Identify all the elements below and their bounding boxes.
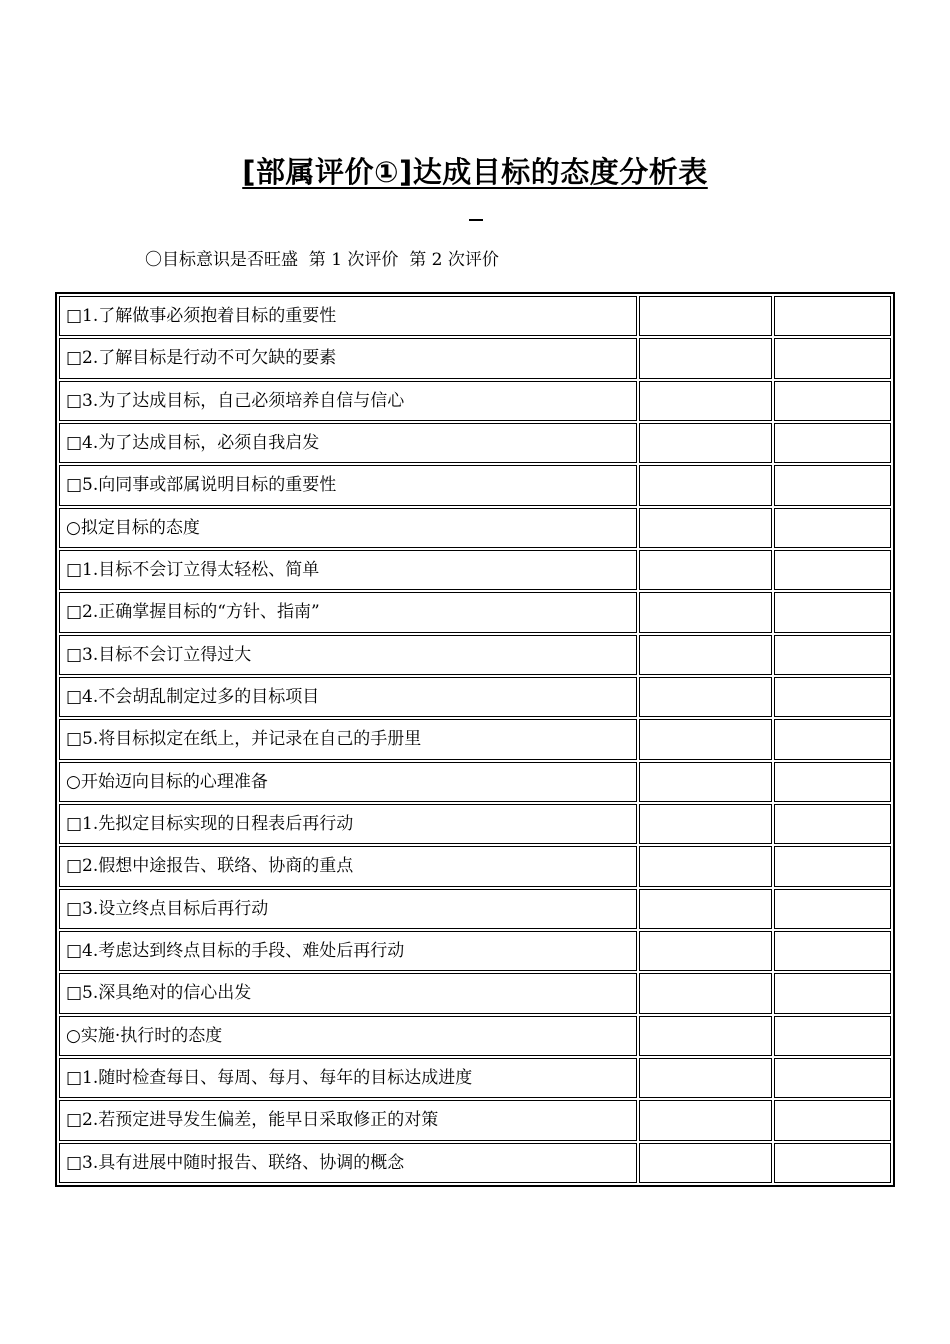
item-text-cell: □5.将目标拟定在纸上，并记录在自己的手册里 <box>59 719 637 759</box>
table-row <box>59 973 891 1013</box>
first-evaluation-cell[interactable] <box>639 381 772 421</box>
item-text-cell: ○拟定目标的态度 <box>59 508 637 548</box>
table-row <box>59 508 891 548</box>
second-evaluation-cell[interactable] <box>774 508 891 548</box>
second-evaluation-cell[interactable] <box>774 338 891 378</box>
table-row <box>59 1016 891 1056</box>
first-evaluation-cell[interactable] <box>639 1058 772 1098</box>
first-evaluation-cell[interactable] <box>639 931 772 971</box>
item-text-cell: □1.目标不会订立得太轻松、简单 <box>59 550 637 590</box>
second-evaluation-cell[interactable] <box>774 931 891 971</box>
first-evaluation-cell[interactable] <box>639 465 772 505</box>
item-text-cell: □3.具有进展中随时报告、联络、协调的概念 <box>59 1143 637 1183</box>
evaluation-table <box>57 294 893 1185</box>
first-evaluation-cell[interactable] <box>639 296 772 336</box>
second-evaluation-cell[interactable] <box>774 1100 891 1140</box>
item-text-cell: □2.了解目标是行动不可欠缺的要素 <box>59 338 637 378</box>
first-evaluation-cell[interactable] <box>639 592 772 632</box>
item-text-cell: □2.假想中途报告、联络、协商的重点 <box>59 846 637 886</box>
second-evaluation-cell[interactable] <box>774 381 891 421</box>
title-dash-mark <box>469 219 483 221</box>
table-row <box>59 677 891 717</box>
second-evaluation-cell[interactable] <box>774 719 891 759</box>
table-row <box>59 592 891 632</box>
item-text-cell: □3.设立终点目标后再行动 <box>59 889 637 929</box>
second-evaluation-cell[interactable] <box>774 423 891 463</box>
item-text-cell: □1.先拟定目标实现的日程表后再行动 <box>59 804 637 844</box>
second-evaluation-cell[interactable] <box>774 592 891 632</box>
item-text-cell: □5.深具绝对的信心出发 <box>59 973 637 1013</box>
page-title-text: [部属评价①]达成目标的态度分析表 <box>242 155 708 189</box>
first-evaluation-cell[interactable] <box>639 423 772 463</box>
table-row <box>59 804 891 844</box>
item-text-cell: □1.了解做事必须抱着目标的重要性 <box>59 296 637 336</box>
second-evaluation-cell[interactable] <box>774 1058 891 1098</box>
second-evaluation-cell[interactable] <box>774 677 891 717</box>
table-row <box>59 550 891 590</box>
item-text-cell: □2.正确掌握目标的“方针、指南” <box>59 592 637 632</box>
item-text-cell: □4.不会胡乱制定过多的目标项目 <box>59 677 637 717</box>
second-evaluation-cell[interactable] <box>774 1143 891 1183</box>
evaluation-table-body <box>59 296 891 1183</box>
table-row <box>59 423 891 463</box>
second-evaluation-cell[interactable] <box>774 550 891 590</box>
first-evaluation-cell[interactable] <box>639 804 772 844</box>
first-evaluation-cell[interactable] <box>639 762 772 802</box>
item-text-cell: □5.向同事或部属说明目标的重要性 <box>59 465 637 505</box>
second-evaluation-cell[interactable] <box>774 296 891 336</box>
first-evaluation-cell[interactable] <box>639 508 772 548</box>
item-text-cell: ○开始迈向目标的心理准备 <box>59 762 637 802</box>
item-text-cell: □3.为了达成目标，自己必须培养自信与信心 <box>59 381 637 421</box>
second-evaluation-cell[interactable] <box>774 846 891 886</box>
second-evaluation-cell[interactable] <box>774 762 891 802</box>
first-evaluation-cell[interactable] <box>639 338 772 378</box>
evaluation-table-frame <box>55 292 895 1187</box>
table-row <box>59 381 891 421</box>
first-evaluation-cell[interactable] <box>639 719 772 759</box>
table-row <box>59 1100 891 1140</box>
first-evaluation-cell[interactable] <box>639 1143 772 1183</box>
first-evaluation-cell[interactable] <box>639 973 772 1013</box>
table-row <box>59 931 891 971</box>
first-evaluation-cell[interactable] <box>639 1016 772 1056</box>
second-evaluation-cell[interactable] <box>774 889 891 929</box>
first-evaluation-cell[interactable] <box>639 1100 772 1140</box>
second-evaluation-cell[interactable] <box>774 635 891 675</box>
table-row <box>59 719 891 759</box>
first-evaluation-cell[interactable] <box>639 846 772 886</box>
first-evaluation-cell[interactable] <box>639 889 772 929</box>
table-row <box>59 889 891 929</box>
item-text-cell: □1.随时检查每日、每周、每月、每年的目标达成进度 <box>59 1058 637 1098</box>
item-text-cell: □4.为了达成目标，必须自我启发 <box>59 423 637 463</box>
table-row <box>59 338 891 378</box>
item-text-cell: □2.若预定进导发生偏差，能早日采取修正的对策 <box>59 1100 637 1140</box>
table-row <box>59 635 891 675</box>
first-evaluation-cell[interactable] <box>639 635 772 675</box>
page-title <box>0 150 950 194</box>
table-row <box>59 1058 891 1098</box>
table-row <box>59 465 891 505</box>
second-evaluation-cell[interactable] <box>774 804 891 844</box>
item-text-cell: □4.考虑达到终点目标的手段、难处后再行动 <box>59 931 637 971</box>
item-text-cell: □3.目标不会订立得过大 <box>59 635 637 675</box>
first-evaluation-cell[interactable] <box>639 677 772 717</box>
table-row <box>59 1143 891 1183</box>
second-evaluation-cell[interactable] <box>774 1016 891 1056</box>
table-row <box>59 846 891 886</box>
table-row <box>59 296 891 336</box>
section-header: 〇目标意识是否旺盛 第 1 次评价 第 2 次评价 <box>145 250 499 270</box>
first-evaluation-cell[interactable] <box>639 550 772 590</box>
second-evaluation-cell[interactable] <box>774 973 891 1013</box>
item-text-cell: ○实施·执行时的态度 <box>59 1016 637 1056</box>
second-evaluation-cell[interactable] <box>774 465 891 505</box>
table-row <box>59 762 891 802</box>
